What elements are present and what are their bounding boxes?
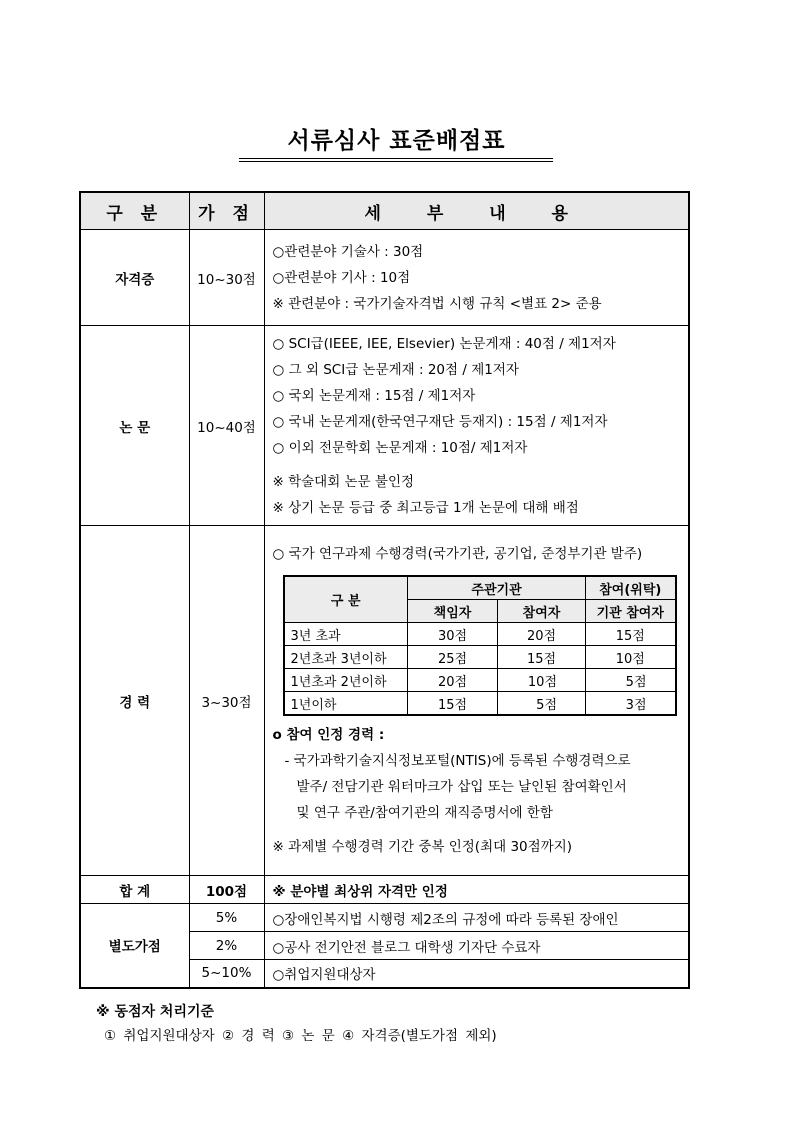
total-note: ※ 분야별 최상위 자격만 인정 [264, 876, 689, 904]
career-note: ※ 과제별 수행경력 기간 중복 인정(최대 30점까지) [272, 839, 573, 855]
member-score: 5점 [498, 692, 586, 716]
paper-note: ※ 상기 논문 등급 중 최고등급 1개 논문에 대해 배점 [272, 499, 579, 516]
extra-text: ○취업지원대상자 [264, 960, 689, 988]
paper-line: ○ SCI급(IEEE, IEE, Elsevier) 논문게재 : 40점 / 제1저자 [272, 335, 616, 352]
certificate-line: ※ 관련분야 : 국가기술자격법 시행 규칙 <별표 2> 준용 [272, 295, 602, 312]
partner-score: 10점 [586, 646, 676, 669]
total-points: 100점 [189, 876, 264, 904]
career-points: 3~30점 [189, 526, 264, 876]
chief-score: 30점 [408, 623, 498, 646]
chief-score: 25점 [408, 646, 498, 669]
career-recognition-line: 발주/ 전담기관 워터마크가 삽입 또는 날인된 참여확인서 [296, 779, 627, 795]
member-score: 10점 [498, 669, 586, 692]
title-underline-bottom [239, 161, 553, 162]
career-recognition-line: - 국가과학기술지식정보포털(NTIS)에 등록된 수행경력으로 [284, 753, 631, 769]
tiebreak-body: ① 취업지원대상자 ② 경 력 ③ 논 문 ④ 자격증(별도가점 제외) [104, 1028, 497, 1044]
partner-score: 5점 [586, 669, 676, 692]
certificate-category: 자격증 [80, 230, 189, 326]
header-points: 가 점 [189, 192, 264, 230]
sub-header-member: 참여자 [498, 600, 586, 623]
sub-header-partner-2: 기관 참여자 [586, 600, 676, 623]
career-recognition-line: 및 연구 주관/참여기관의 재직증명서에 한함 [296, 805, 553, 821]
page-title: 서류심사 표준배점표 [287, 128, 506, 154]
table-row [284, 692, 676, 716]
partner-score: 15점 [586, 623, 676, 646]
header-category: 구 분 [80, 192, 189, 230]
member-score: 15점 [498, 646, 586, 669]
paper-line: ○ 이외 전문학회 논문게재 : 10점/ 제1저자 [272, 439, 528, 456]
paper-note: ※ 학술대회 논문 불인정 [272, 473, 415, 490]
row-label: 2년초과 3년이하 [284, 646, 408, 669]
chief-score: 20점 [408, 669, 498, 692]
table-row [284, 623, 676, 646]
header-details: 세 부 내 용 [264, 192, 689, 230]
partner-score: 3점 [586, 692, 676, 716]
sub-header-partner-1: 참여(위탁) [586, 576, 676, 600]
sub-header-lead-org: 주관기관 [408, 576, 586, 600]
total-category: 합 계 [80, 876, 189, 904]
row-label: 1년초과 2년이하 [284, 669, 408, 692]
extra-text: ○장애인복지법 시행령 제2조의 규정에 따라 등록된 장애인 [264, 904, 689, 932]
career-recognition-title: o 참여 인정 경력 : [272, 727, 385, 743]
row-total [80, 876, 689, 904]
score-table [79, 191, 690, 989]
row-extra-1 [80, 904, 689, 932]
career-score-table [283, 575, 677, 716]
paper-category: 논 문 [80, 326, 189, 526]
career-intro: ○ 국가 연구과제 수행경력(국가기관, 공기업, 준정부기관 발주) [272, 546, 643, 562]
career-details [264, 526, 689, 876]
certificate-line: ○관련분야 기사 : 10점 [272, 269, 411, 286]
chief-score: 15점 [408, 692, 498, 716]
row-label: 3년 초과 [284, 623, 408, 646]
tiebreak-title: ※ 동점자 처리기준 [96, 1004, 215, 1020]
row-career [80, 526, 689, 876]
paper-details [264, 326, 689, 526]
extra-category: 별도가점 [80, 904, 189, 988]
member-score: 20점 [498, 623, 586, 646]
extra-points: 5% [189, 904, 264, 932]
table-row [284, 646, 676, 669]
career-category: 경 력 [80, 526, 189, 876]
certificate-line: ○관련분야 기술사 : 30점 [272, 243, 424, 260]
table-row [284, 669, 676, 692]
paper-line: ○ 국외 논문게재 : 15점 / 제1저자 [272, 387, 476, 404]
paper-line: ○ 국내 논문게재(한국연구재단 등재지) : 15점 / 제1저자 [272, 413, 608, 430]
row-label: 1년이하 [284, 692, 408, 716]
extra-points: 2% [189, 932, 264, 960]
certificate-details [264, 230, 689, 326]
header-row [80, 192, 689, 230]
certificate-points: 10~30점 [189, 230, 264, 326]
title-underline-top [239, 158, 553, 159]
paper-points: 10~40점 [189, 326, 264, 526]
extra-text: ○공사 전기안전 블로그 대학생 기자단 수료자 [264, 932, 689, 960]
sub-header-chief: 책임자 [408, 600, 498, 623]
row-paper [80, 326, 689, 526]
paper-line: ○ 그 외 SCI급 논문게재 : 20점 / 제1저자 [272, 361, 519, 378]
extra-points: 5~10% [189, 960, 264, 988]
row-certificate [80, 230, 689, 326]
sub-header-category: 구 분 [284, 576, 408, 623]
